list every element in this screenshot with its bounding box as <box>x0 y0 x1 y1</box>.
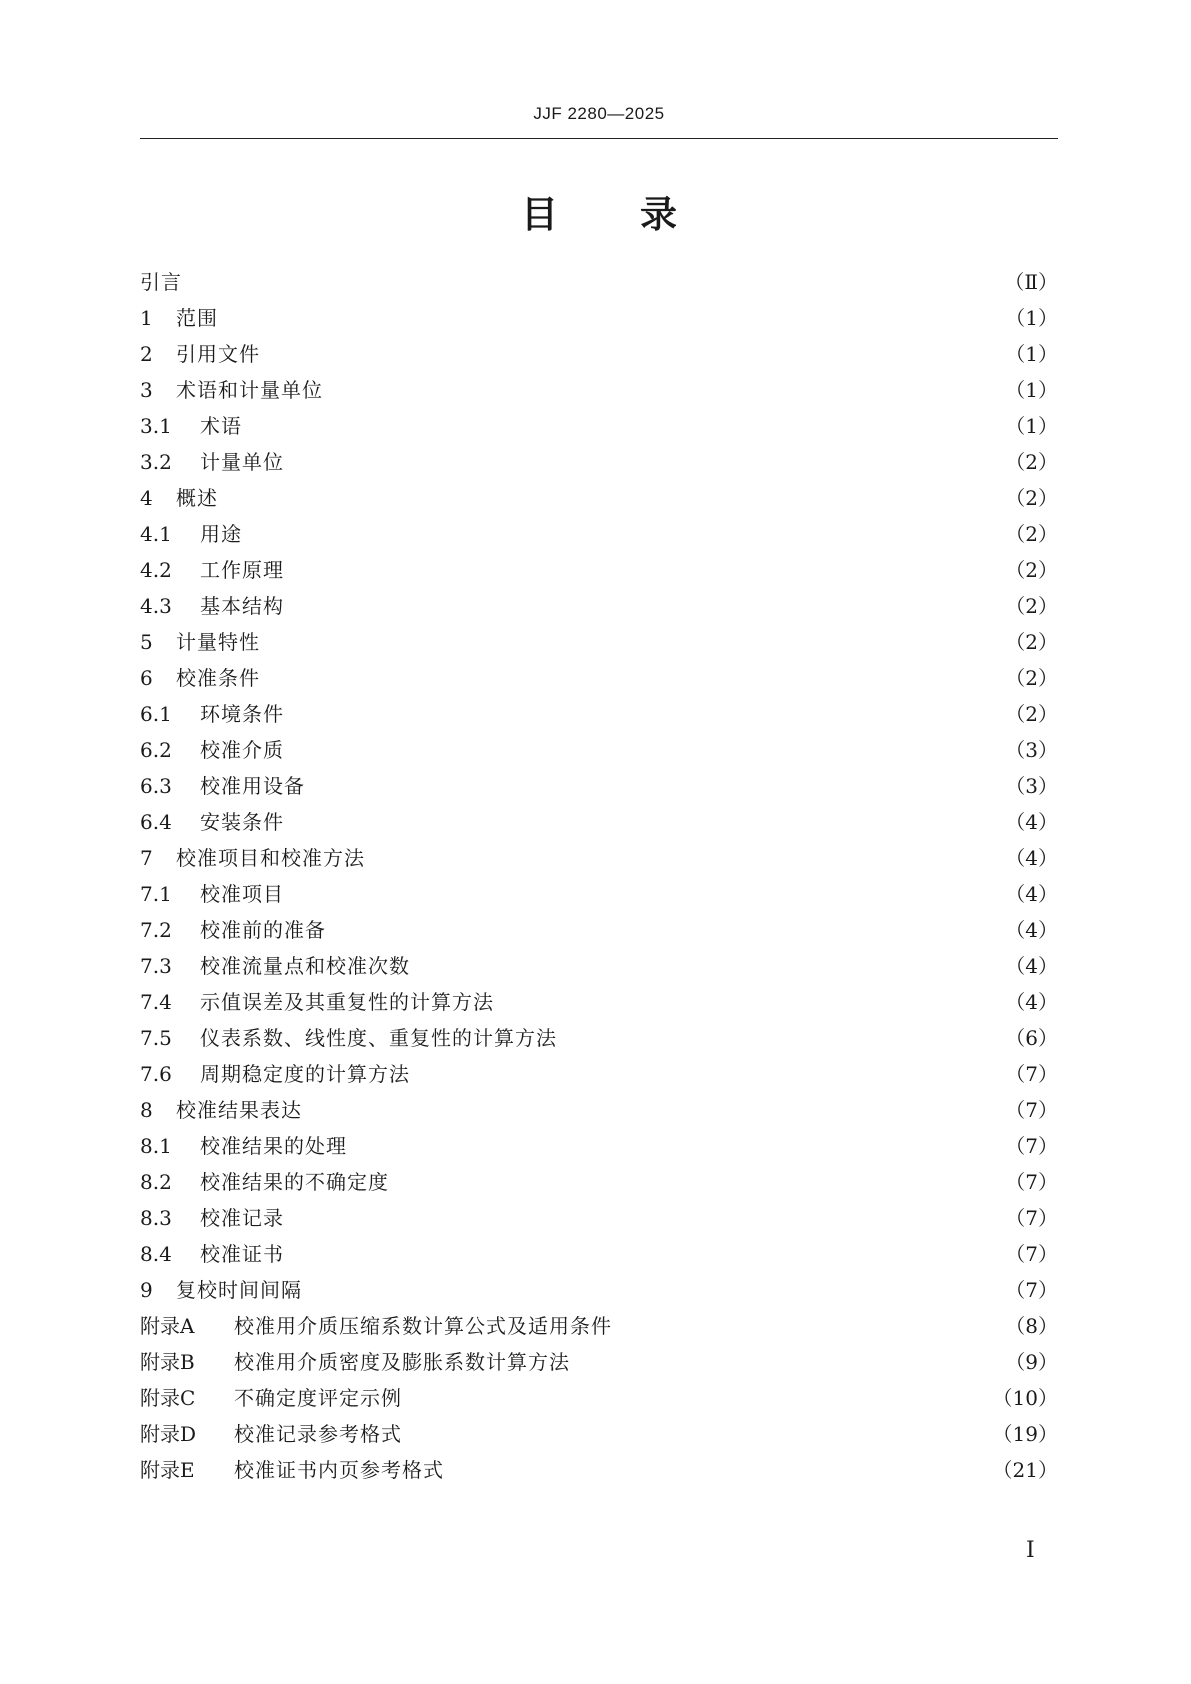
dot-leader <box>294 588 997 624</box>
toc-entry-number: 7.4 <box>140 990 172 1014</box>
toc-entry-number: 9 <box>140 1278 153 1302</box>
toc-entry[interactable] <box>140 552 1058 588</box>
toc-entry[interactable] <box>140 1380 1058 1416</box>
toc-entry-title: 范围 <box>176 306 218 330</box>
toc-entry-page: （8） <box>1005 1314 1058 1338</box>
toc-entry-page: （10） <box>992 1386 1058 1410</box>
toc-entry-number: 8.3 <box>140 1206 172 1230</box>
toc-entry-title: 校准结果的处理 <box>200 1134 347 1158</box>
toc-entry-page: （7） <box>1005 1062 1058 1086</box>
toc-entry[interactable] <box>140 876 1058 912</box>
toc-entry-title: 不确定度评定示例 <box>234 1386 402 1410</box>
toc-entry-page: （2） <box>1005 594 1058 618</box>
toc-entry-page: （19） <box>992 1422 1058 1446</box>
toc-entry-page: （3） <box>1005 738 1058 762</box>
toc-entry-page: （7） <box>1005 1278 1058 1302</box>
toc-entry-number: 8.1 <box>140 1134 172 1158</box>
dot-leader <box>294 732 997 768</box>
running-header: JJF 2280—2025 <box>533 104 665 123</box>
toc-entry-page: （7） <box>1005 1098 1058 1122</box>
toc-entry-title: 校准项目 <box>200 882 284 906</box>
toc-entry-page: （4） <box>1005 882 1058 906</box>
dot-leader <box>336 912 997 948</box>
toc-entry-title: 校准记录参考格式 <box>234 1422 402 1446</box>
toc-entry-title: 安装条件 <box>200 810 284 834</box>
dot-leader <box>294 804 997 840</box>
toc-entry[interactable] <box>140 1056 1058 1092</box>
dot-leader <box>333 372 997 408</box>
toc-entry[interactable] <box>140 336 1058 372</box>
toc-entry-title: 基本结构 <box>200 594 284 618</box>
toc-entry-number: 7.1 <box>140 882 172 906</box>
toc-entry-title: 复校时间间隔 <box>176 1278 302 1302</box>
toc-entry[interactable] <box>140 1128 1058 1164</box>
toc-entry-number: 3.2 <box>140 450 172 474</box>
toc-entry-number: 附录C <box>140 1386 196 1410</box>
toc-entry-number: 6.1 <box>140 702 172 726</box>
dot-leader <box>454 1452 985 1488</box>
dot-leader <box>228 300 997 336</box>
toc-entry-page: （7） <box>1005 1206 1058 1230</box>
dot-leader <box>270 660 997 696</box>
toc-entry-title: 工作原理 <box>200 558 284 582</box>
toc-entry[interactable] <box>140 660 1058 696</box>
toc-entry-number: 4 <box>140 486 153 510</box>
dot-leader <box>294 444 997 480</box>
toc-entry-number: 7.3 <box>140 954 172 978</box>
toc-entry-number: 1 <box>140 306 153 330</box>
toc-entry-title: 校准证书内页参考格式 <box>234 1458 444 1482</box>
toc-entry-page: （4） <box>1005 846 1058 870</box>
toc-entry-number: 附录B <box>140 1350 195 1374</box>
toc-entry-title: 仪表系数、线性度、重复性的计算方法 <box>200 1026 557 1050</box>
dot-leader <box>294 1200 997 1236</box>
dot-leader <box>399 1164 997 1200</box>
toc-entry-number: 3.1 <box>140 414 172 438</box>
toc-entry-number: 附录E <box>140 1458 195 1482</box>
toc-entry[interactable] <box>140 1200 1058 1236</box>
toc-entry-title: 引用文件 <box>176 342 260 366</box>
toc-entry-page: （7） <box>1005 1170 1058 1194</box>
toc-entry[interactable] <box>140 948 1058 984</box>
toc-entry-page: （1） <box>1005 342 1058 366</box>
dot-leader <box>312 1272 997 1308</box>
toc-entry-number: 8.4 <box>140 1242 172 1266</box>
header-rule <box>140 138 1058 139</box>
dot-leader <box>294 696 997 732</box>
dot-leader <box>270 336 997 372</box>
dot-leader <box>420 948 997 984</box>
dot-leader <box>315 768 997 804</box>
toc-entry[interactable] <box>140 1344 1058 1380</box>
toc-entry[interactable] <box>140 804 1058 840</box>
toc-entry-number: 7.5 <box>140 1026 172 1050</box>
toc-entry-title: 术语和计量单位 <box>176 378 323 402</box>
toc-entry-number: 4.3 <box>140 594 172 618</box>
toc-entry-number: 5 <box>140 630 153 654</box>
dot-leader <box>357 1128 997 1164</box>
toc-entry-number: 8 <box>140 1098 153 1122</box>
toc-entry-page: （6） <box>1005 1026 1058 1050</box>
toc-entry-page: （9） <box>1005 1350 1058 1374</box>
toc-entry-title: 校准用介质密度及膨胀系数计算方法 <box>234 1350 570 1374</box>
dot-leader <box>420 1056 997 1092</box>
toc-entry-number: 6.4 <box>140 810 172 834</box>
toc-entry-number: 7 <box>140 846 153 870</box>
dot-leader <box>622 1308 997 1344</box>
toc-entry-title: 概述 <box>176 486 218 510</box>
toc-entry[interactable] <box>140 1452 1058 1488</box>
toc-entry-title: 校准项目和校准方法 <box>176 846 365 870</box>
toc-entry-number: 4.2 <box>140 558 172 582</box>
toc-entry[interactable] <box>140 732 1058 768</box>
toc-entry[interactable] <box>140 372 1058 408</box>
toc-entry-title: 用途 <box>200 522 242 546</box>
toc-entry[interactable] <box>140 1416 1058 1452</box>
page-title: 目录 <box>521 193 759 236</box>
toc-entry[interactable] <box>140 1092 1058 1128</box>
dot-leader <box>294 876 997 912</box>
toc-entry[interactable] <box>140 1308 1058 1344</box>
toc-entry-title: 计量特性 <box>176 630 260 654</box>
toc-entry-title: 校准结果表达 <box>176 1098 302 1122</box>
toc-entry-number: 8.2 <box>140 1170 172 1194</box>
toc-entry-page: （2） <box>1005 666 1058 690</box>
toc-entry[interactable] <box>140 768 1058 804</box>
toc-entry-page: （4） <box>1005 810 1058 834</box>
toc-entry[interactable] <box>140 1164 1058 1200</box>
dot-leader <box>192 264 996 300</box>
toc-entry-number: 6.3 <box>140 774 172 798</box>
dot-leader <box>228 480 997 516</box>
toc-entry-page: （21） <box>992 1458 1058 1482</box>
toc-entry-page: （2） <box>1005 450 1058 474</box>
dot-leader <box>580 1344 997 1380</box>
toc-entry-title: 校准条件 <box>176 666 260 690</box>
toc-entry[interactable] <box>140 984 1058 1020</box>
toc-entry-title: 校准结果的不确定度 <box>200 1170 389 1194</box>
toc-entry-number: 附录A <box>140 1314 195 1338</box>
dot-leader <box>252 408 997 444</box>
dot-leader <box>294 1236 997 1272</box>
toc-entry-page: （2） <box>1005 630 1058 654</box>
toc-entry-page: （2） <box>1005 702 1058 726</box>
dot-leader <box>270 624 997 660</box>
toc-entry-title: 示值误差及其重复性的计算方法 <box>200 990 494 1014</box>
toc-entry-title: 环境条件 <box>200 702 284 726</box>
page-number: I <box>1026 1538 1035 1563</box>
toc-entry[interactable] <box>140 300 1058 336</box>
toc-entry-page: （1） <box>1005 414 1058 438</box>
toc-entry-title: 校准流量点和校准次数 <box>200 954 410 978</box>
dot-leader <box>375 840 997 876</box>
toc-entry-title: 计量单位 <box>200 450 284 474</box>
toc-entry-title: 校准介质 <box>200 738 284 762</box>
toc-entry[interactable] <box>140 840 1058 876</box>
toc-entry-number: 7.2 <box>140 918 172 942</box>
toc-entry-title: 术语 <box>200 414 242 438</box>
toc-entry[interactable] <box>140 444 1058 480</box>
toc-entry-page: （3） <box>1005 774 1058 798</box>
toc-entry-page: （4） <box>1005 990 1058 1014</box>
dot-leader <box>567 1020 997 1056</box>
toc-entry-title: 校准前的准备 <box>200 918 326 942</box>
dot-leader <box>412 1380 985 1416</box>
toc-entry-number: 附录D <box>140 1422 197 1446</box>
toc-entry-number: 6.2 <box>140 738 172 762</box>
toc-entry[interactable] <box>140 588 1058 624</box>
toc-entry-page: （1） <box>1005 306 1058 330</box>
toc-entry-title: 校准证书 <box>200 1242 284 1266</box>
toc-entry-page: （2） <box>1005 522 1058 546</box>
toc-entry[interactable] <box>140 1272 1058 1308</box>
toc-entry[interactable] <box>140 408 1058 444</box>
toc-entry-number: 6 <box>140 666 153 690</box>
toc-entry-page: （Ⅱ） <box>1004 270 1058 294</box>
toc-entry-page: （2） <box>1005 558 1058 582</box>
toc-entry[interactable] <box>140 264 1058 300</box>
toc-entry-number: 7.6 <box>140 1062 172 1086</box>
dot-leader <box>312 1092 997 1128</box>
toc-entry-title: 校准记录 <box>200 1206 284 1230</box>
toc-entry[interactable] <box>140 912 1058 948</box>
toc-entry-page: （4） <box>1005 954 1058 978</box>
toc-entry-title: 校准用介质压缩系数计算公式及适用条件 <box>234 1314 612 1338</box>
toc-entry-number: 2 <box>140 342 153 366</box>
toc-entry[interactable] <box>140 480 1058 516</box>
toc-entry[interactable] <box>140 624 1058 660</box>
toc-entry-page: （7） <box>1005 1134 1058 1158</box>
toc-entry-page: （2） <box>1005 486 1058 510</box>
dot-leader <box>294 552 997 588</box>
toc-entry-page: （7） <box>1005 1242 1058 1266</box>
toc-entry-number: 4.1 <box>140 522 172 546</box>
toc-entry[interactable] <box>140 1236 1058 1272</box>
toc-entry[interactable] <box>140 516 1058 552</box>
toc-entry-title: 引言 <box>140 270 182 294</box>
toc-entry-page: （4） <box>1005 918 1058 942</box>
toc-entry-title: 周期稳定度的计算方法 <box>200 1062 410 1086</box>
dot-leader <box>412 1416 985 1452</box>
toc-entry-number: 3 <box>140 378 153 402</box>
toc-entry[interactable] <box>140 696 1058 732</box>
dot-leader <box>252 516 997 552</box>
toc-entry[interactable] <box>140 1020 1058 1056</box>
dot-leader <box>504 984 997 1020</box>
toc-entry-title: 校准用设备 <box>200 774 305 798</box>
toc-entry-page: （1） <box>1005 378 1058 402</box>
table-of-contents <box>140 264 1058 1488</box>
